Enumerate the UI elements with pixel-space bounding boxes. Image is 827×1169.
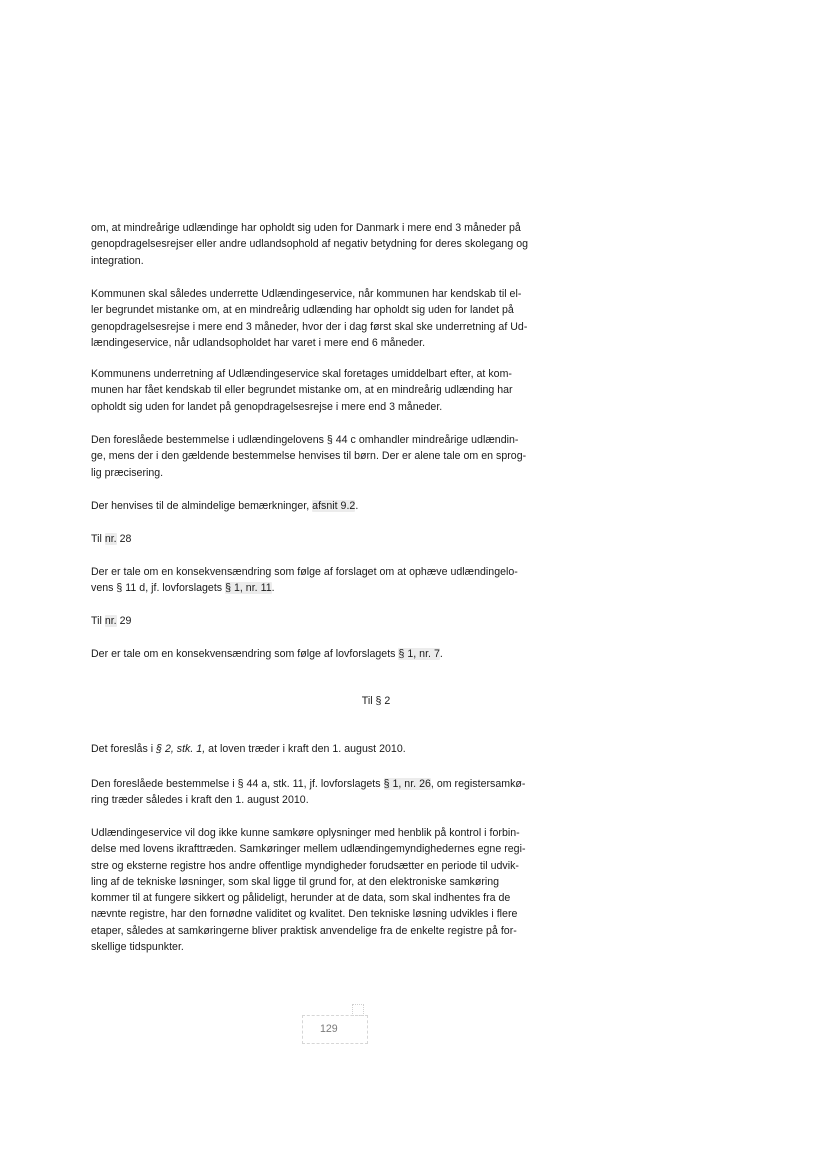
text: at loven træder i kraft den 1. august 2010. [205,743,406,755]
paragraph-line: Den foreslåede bestemmelse i udlændingelovens § 44 c omhandler mindreårige udlændin- [91,434,519,446]
text: Til [91,615,105,627]
subheading-nr-28 [91,531,591,547]
paragraph-line [91,741,591,757]
paragraph-line [91,498,591,514]
cross-reference-link[interactable]: § 1, nr. 7 [398,648,440,660]
paragraph-line [91,646,591,662]
text: . [271,582,275,595]
paragraph-line: kommer til at fungere sikkert og pålideligt, herunder at de data, som skal indhentes fra de [91,892,511,905]
paragraph-line: skellige tidspunkter. [91,941,184,954]
paragraph-6 [91,564,591,597]
page-number: 129 [320,1023,338,1035]
paragraph-line: ling af de tekniske løsninger, som skal ligge til grund for, at den elektroniske samkøring [91,875,500,888]
subheading-line [91,531,591,547]
paragraph-8 [91,741,591,757]
paragraph-line: delse med lovens ikrafttræden. Samkøringer mellem udlændingemyndighedernes egne regi- [91,843,526,856]
paragraph-line: integration. [91,254,144,267]
paragraph-4 [91,432,591,481]
paragraph-line: ler begrundet mistanke om, at en mindreårig udlænding har opholdt sig uden for landet på [91,304,514,317]
subheading-nr-29 [91,613,591,629]
text: . [439,648,443,660]
text: Til [91,533,105,545]
text: 28 [116,533,132,545]
paragraph-line: munen har fået kendskab til eller begrundet mistanke om, at en mindreårig udlænding har [91,384,513,397]
paragraph-line: ring træder således i kraft den 1. august 2010. [91,794,309,807]
text: 29 [116,615,132,627]
paragraph-line: Kommunen skal således underrette Udlændingeservice, når kommunen har kendskab til el- [91,288,522,300]
paragraph-1 [91,220,591,269]
subheading-line [91,613,591,629]
paragraph-line: lændingeservice, når udlandsopholdet har varet i mere end 6 måneder. [91,336,426,349]
paragraph-line: stre og eksterne registre hos andre offentlige myndigheder forudsætter en periode til udvik- [91,859,519,872]
paragraph-line [91,580,591,596]
paragraph-10 [91,825,591,955]
text: Der henvises til de almindelige bemærkninger, [91,500,313,512]
paragraph-line: nævnte registre, har den fornødne validitet og kvalitet. Den tekniske løsning udvikles i flere [91,908,518,921]
cross-reference-link[interactable]: § 1, nr. 26 [383,778,431,790]
paragraph-line: Der er tale om en konsekvensændring som følge af forslaget om at ophæve udlændingelo- [91,566,518,578]
text: Der er tale om en konsekvensændring som følge af lovforslagets [91,648,399,660]
cross-reference-link[interactable]: afsnit 9.2 [312,500,356,512]
cross-reference-link[interactable]: nr. [104,533,117,545]
paragraph-line: opholdt sig uden for landet på genopdragelsesrejse i mere end 3 måneder. [91,400,443,413]
text: Den foreslåede bestemmelse i § 44 a, stk. 11, jf. lovforslagets [91,778,384,790]
text: vens § 11 d, jf. lovforslagets [91,582,226,595]
paragraph-line [91,776,591,792]
text: , om registersamkø- [430,778,526,790]
paragraph-line: ge, mens der i den gældende bestemmelse henvises til børn. Der er alene tale om en sprog- [91,450,527,463]
paragraph-5 [91,498,591,514]
paragraph-2 [91,286,591,351]
paragraph-line: lig præcisering. [91,466,164,479]
paragraph-line: genopdragelsesrejser eller andre udlandsophold af negativ betydning for deres skolegang og [91,238,529,251]
text: . [355,500,359,512]
paragraph-7 [91,646,591,662]
paragraph-line: Kommunens underretning af Udlændingeservice skal foretages umiddelbart efter, at kom- [91,368,512,380]
paragraph-line: etaper, således at samkøringerne bliver praktisk anvendelige fra de enkelte registre på for- [91,924,517,937]
paragraph-9 [91,776,591,809]
cross-reference-link[interactable]: nr. [104,615,117,627]
paragraph-line: om, at mindreårige udlændinge har opholdt sig uden for Danmark i mere end 3 måneder på [91,222,521,234]
paragraph-line: genopdragelsesrejse i mere end 3 måneder, hvor der i dag først skal ske underretning af Ud- [91,320,528,333]
cross-reference-link[interactable]: § 1, nr. 11 [225,582,272,595]
paragraph-line: Udlændingeservice vil dog ikke kunne samkøre oplysninger med henblik på kontrol i forbin- [91,827,520,839]
section-heading: Til § 2 [361,695,391,707]
text: Det foreslås i [91,743,157,755]
italic-reference: § 2, stk. 1, [156,743,206,755]
paragraph-3 [91,366,591,415]
